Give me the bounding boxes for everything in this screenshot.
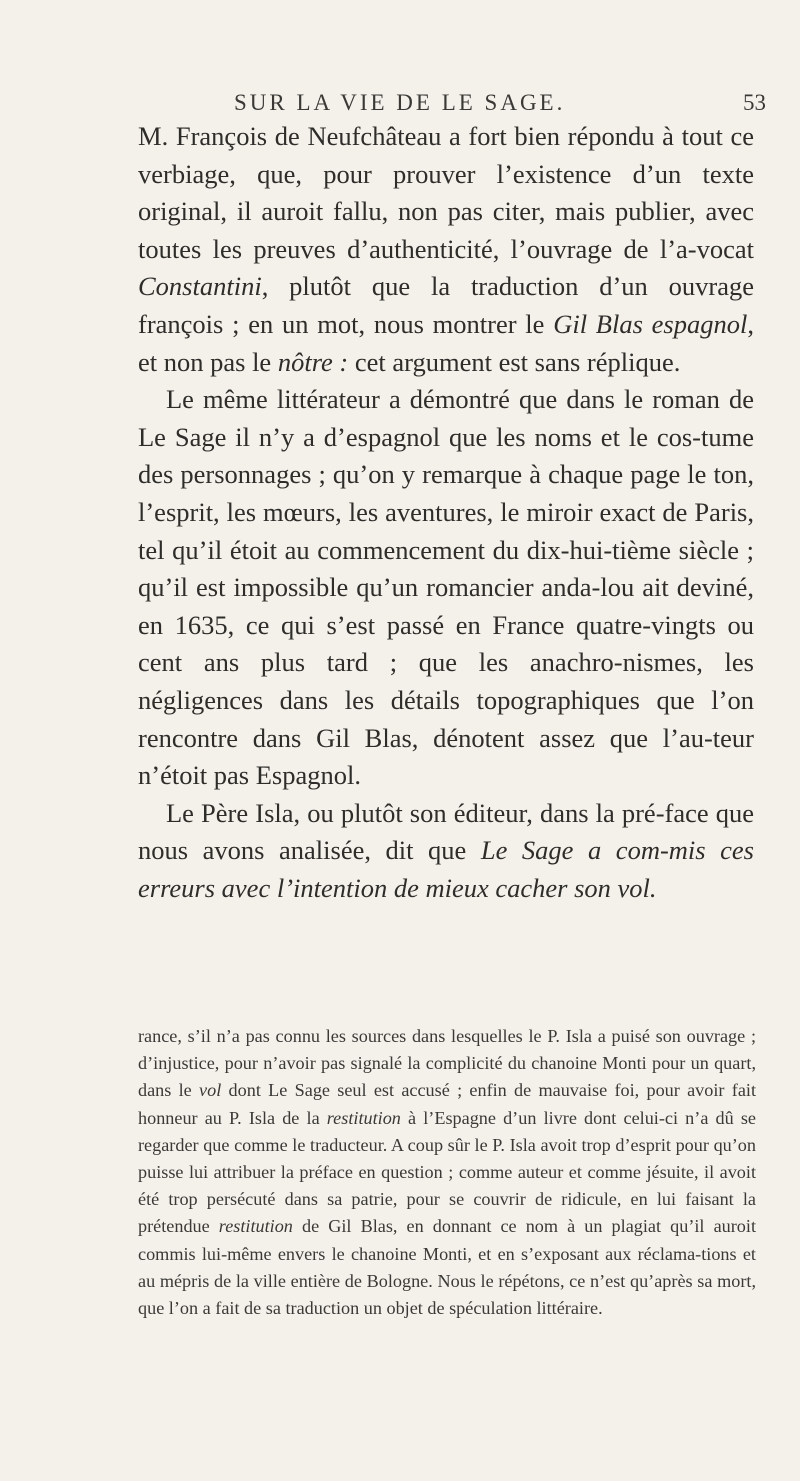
- text-span: Le Père Isla, ou plutôt son éditeur, dans la pré-face que nous avons analisée, dit que: [138, 797, 754, 866]
- italic-span: restitution: [218, 1216, 293, 1237]
- text-span: M. François de Neufchâteau a fort bien répondu à tout ce verbiage, que, pour prouver l’existence d’un texte original, il auroit fallu, non pas citer, mais publier, avec toutes les preuves d’authenticité, l’ouvrage de l’a-vocat: [138, 121, 754, 264]
- text-span: , plutôt que la traduction d’un ouvrage françois ; en un mot, nous montrer le: [138, 271, 754, 339]
- paragraph-2: [138, 381, 754, 795]
- italic-span: Le Sage a com-mis ces erreurs avec l’intention de mieux cacher son vol.: [138, 835, 754, 903]
- paragraph-1: [138, 118, 754, 381]
- running-title: SUR LA VIE DE LE SAGE.: [234, 90, 566, 115]
- text-span: cet argument est sans réplique.: [348, 346, 681, 377]
- text-span: Le même littérateur a démontré que dans le roman de Le Sage il n’y a d’espagnol que les noms et le cos-tume des personnages ; qu’on y remarque à chaque page le ton, l’esprit, les mœurs, les aventures, le miroir exact de Paris, tel qu’il étoit au commencement du dix-hui-tième siècle ; qu’il est impossible qu’un romancier anda-lou ait deviné, en 1635, ce qui s’est passé en France quatre-vingts ou cent ans plus tard ; que les anachro-nismes, les négligences dans les détails topographiques que l’on rencontre dans Gil Blas, dénotent assez que l’au-teur n’étoit pas Espagnol.: [138, 384, 754, 791]
- page-number: 53: [743, 90, 766, 115]
- italic-span: Constantini: [138, 271, 262, 302]
- text-span: dont Le Sage seul est accusé ; enfin de mauvaise foi, pour avoir fait honneur au P. Isla de la: [138, 1080, 756, 1128]
- text-span: , et non pas le: [138, 308, 754, 377]
- text-span: de Gil Blas, en donnant ce nom à un plagiat qu’il auroit commis lui-même envers le chanoine Monti, et en s’exposant aux réclama-tions et au mépris de la ville entière de Bologne. Nous le répétons, ce n’est qu’après sa mort, que l’on a fait de sa traduction un objet de spéculation littéraire.: [138, 1216, 756, 1319]
- main-text: [138, 118, 754, 907]
- footnote-text: [138, 1023, 756, 1322]
- italic-span: restitution: [326, 1107, 401, 1128]
- italic-span: nôtre :: [277, 346, 349, 377]
- italic-span: Gil Blas espagnol: [553, 308, 748, 339]
- italic-span: vol: [199, 1080, 222, 1101]
- text-span: rance, s’il n’a pas connu les sources dans lesquelles le P. Isla a puisé son ouvrage ; d’injustice, pour n’avoir pas signalé la complicité du chanoine Monti pour un quart, dans le: [138, 1026, 756, 1101]
- footnote: [138, 1023, 756, 1322]
- paragraph-3: [138, 795, 754, 908]
- text-span: à l’Espagne d’un livre dont celui-ci n’a dû se regarder que comme le traducteur. A coup sûr le P. Isla avoit trop d’esprit pour qu’on puisse lui attribuer la préface en question ; comme auteur et comme jésuite, il avoit été trop persécuté dans sa patrie, pour se couvrir de ridicule, en lui faisant la prétendue: [138, 1107, 756, 1237]
